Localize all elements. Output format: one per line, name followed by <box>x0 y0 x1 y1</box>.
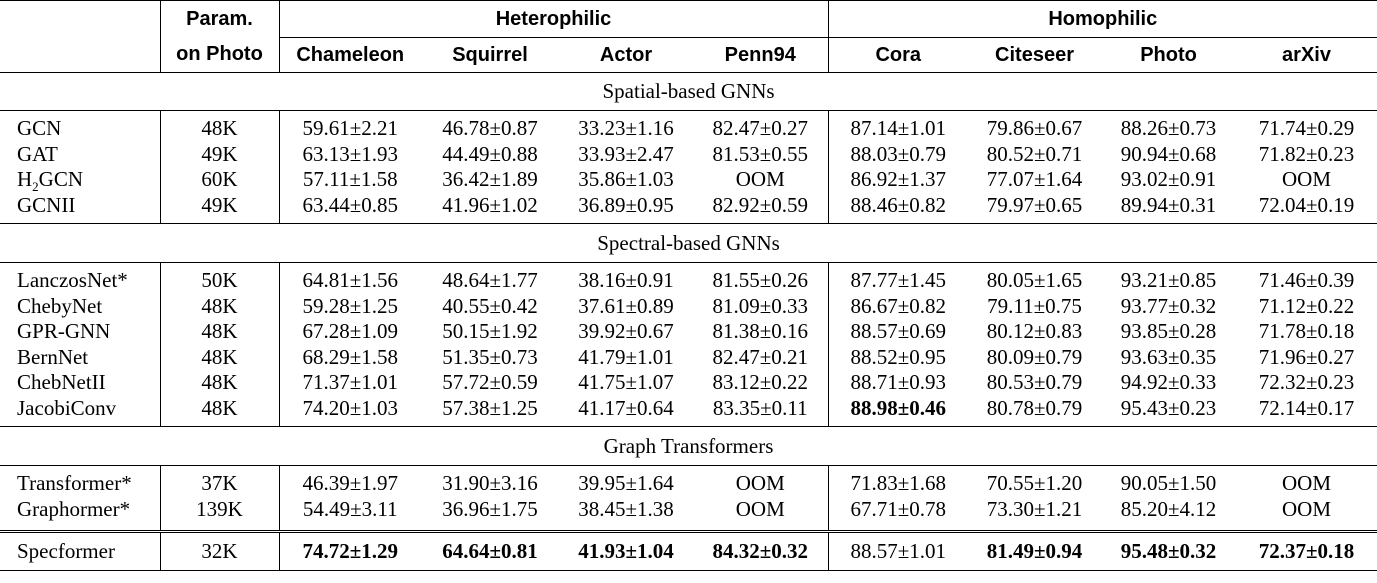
metric-cell: 48.64±1.77 <box>442 268 538 293</box>
corner-cell <box>0 1 160 38</box>
metric-cell: 59.28±1.25 <box>302 293 399 318</box>
metric-cell: 71.46±0.39 <box>1258 268 1355 293</box>
metric-cell: 88.26±0.73 <box>1120 116 1217 141</box>
metric-cell: 73.30±1.21 <box>986 496 1083 521</box>
metric-cell: 80.09±0.79 <box>986 344 1083 369</box>
metric-cell: 82.47±0.21 <box>693 345 828 371</box>
metric-cell: 35.86±1.03 <box>578 167 674 192</box>
metric-cell: 74.20±1.03 <box>302 395 399 420</box>
table-row <box>0 396 1377 422</box>
param-cell: 48K <box>160 345 279 371</box>
metric-cell: 89.94±0.31 <box>1120 192 1217 217</box>
section-title-row <box>0 427 1377 466</box>
table-row <box>0 142 1377 168</box>
table-row <box>0 471 1377 497</box>
model-name-cell: GAT <box>0 142 160 168</box>
metric-cell: 64.64±0.81 <box>421 532 559 571</box>
metric-cell: 46.78±0.87 <box>442 116 538 141</box>
metric-cell: 51.35±0.73 <box>442 344 538 369</box>
section-title-row <box>0 73 1377 111</box>
metric-cell: 80.78±0.79 <box>986 395 1083 420</box>
metric-cell: 41.79±1.01 <box>578 344 674 369</box>
metric-cell: 82.47±0.27 <box>693 116 828 142</box>
metric-cell: 64.81±1.56 <box>302 268 399 293</box>
metric-cell: 57.11±1.58 <box>302 167 398 192</box>
metric-cell: 81.49±0.94 <box>968 532 1101 571</box>
metric-cell: 93.85±0.28 <box>1120 319 1217 344</box>
table-row <box>0 497 1377 523</box>
metric-cell: 80.12±0.83 <box>986 319 1083 344</box>
metric-cell: 70.55±1.20 <box>986 471 1083 496</box>
metric-cell: 57.72±0.59 <box>442 370 538 395</box>
metric-cell: 57.38±1.25 <box>442 395 538 420</box>
metric-cell: 88.52±0.95 <box>850 344 947 369</box>
param-header-line1: Param. <box>160 1 279 38</box>
section-title: Graph Transformers <box>0 427 1377 466</box>
metric-cell: 41.93±1.04 <box>559 532 693 571</box>
param-cell: 50K <box>160 268 279 294</box>
metric-cell: 90.05±1.50 <box>1120 471 1217 496</box>
metric-cell: 68.29±1.58 <box>302 344 399 369</box>
metric-cell: 41.75±1.07 <box>578 370 674 395</box>
table-row <box>0 167 1377 193</box>
metric-cell: 79.11±0.75 <box>987 293 1082 318</box>
model-name-cell: Specformer <box>0 532 160 571</box>
metric-cell: 81.55±0.26 <box>693 268 828 294</box>
model-name-cell: $H_2GCN$ <box>0 167 160 193</box>
metric-cell: 72.04±0.19 <box>1258 192 1355 217</box>
metric-cell: 85.20±4.12 <box>1120 496 1217 521</box>
metric-cell: 88.46±0.82 <box>850 192 947 217</box>
metric-cell: OOM <box>693 167 828 193</box>
homophilic-header: Homophilic <box>828 1 1377 38</box>
metric-cell: 93.02±0.91 <box>1120 167 1217 192</box>
metric-cell: 74.72±1.29 <box>279 532 421 571</box>
metric-cell: 86.67±0.82 <box>850 293 947 318</box>
col-header-citeseer: Citeseer <box>968 38 1101 73</box>
metric-cell: 36.96±1.75 <box>442 496 538 521</box>
metric-cell: 71.37±1.01 <box>302 370 399 395</box>
header-group-row <box>0 1 1377 38</box>
metric-cell: OOM <box>1282 496 1332 521</box>
metric-cell: 82.92±0.59 <box>693 193 828 219</box>
model-name-cell: JacobiConv <box>0 396 160 422</box>
metric-cell: 77.07±1.64 <box>986 167 1083 192</box>
section-title: Spectral-based GNNs <box>0 224 1377 263</box>
model-name-cell: BernNet <box>0 345 160 371</box>
metric-cell: 38.45±1.38 <box>578 496 674 521</box>
spacer-cell <box>160 522 279 532</box>
metric-cell: 88.71±0.93 <box>850 370 947 395</box>
metric-cell: 83.12±0.22 <box>693 370 828 396</box>
metric-cell: 46.39±1.97 <box>302 471 399 496</box>
spacer-row <box>0 522 1377 532</box>
metric-cell: 93.63±0.35 <box>1120 344 1217 369</box>
table-row <box>0 116 1377 142</box>
metric-cell: 36.42±1.89 <box>442 167 538 192</box>
metric-cell: 38.16±0.91 <box>578 268 674 293</box>
heterophilic-header: Heterophilic <box>279 1 828 38</box>
param-cell: 139K <box>160 497 279 523</box>
metric-cell: 71.74±0.29 <box>1258 116 1355 141</box>
metric-cell: OOM <box>1282 167 1332 192</box>
metric-cell: 86.92±1.37 <box>850 167 947 192</box>
metric-cell: 33.23±1.16 <box>578 116 674 141</box>
metric-cell: 71.83±1.68 <box>850 471 947 496</box>
metric-cell: 93.21±0.85 <box>1120 268 1217 293</box>
metric-cell: 81.38±0.16 <box>693 319 828 345</box>
metric-cell: 67.28±1.09 <box>302 319 399 344</box>
metric-cell: 79.86±0.67 <box>986 116 1083 141</box>
metric-cell: 87.14±1.01 <box>850 116 947 141</box>
metric-cell: OOM <box>693 471 828 497</box>
metric-cell: OOM <box>693 497 828 523</box>
metric-cell: 88.57±1.01 <box>828 532 968 571</box>
metric-cell: 31.90±3.16 <box>442 471 538 496</box>
table-row <box>0 268 1377 294</box>
metric-cell: 59.61±2.21 <box>302 116 399 141</box>
model-name-cell: Transformer* <box>0 471 160 497</box>
metric-cell: 33.93±2.47 <box>578 141 674 166</box>
table-row <box>0 370 1377 396</box>
metric-cell: 63.44±0.85 <box>302 192 399 217</box>
metric-cell: 80.52±0.71 <box>986 141 1083 166</box>
model-name-cell: LanczosNet* <box>0 268 160 294</box>
corner-cell-lower <box>0 38 160 73</box>
metric-cell: 80.05±1.65 <box>986 268 1083 293</box>
param-cell: 48K <box>160 294 279 320</box>
col-header-cora: Cora <box>828 38 968 73</box>
metric-cell: 39.95±1.64 <box>578 471 674 496</box>
col-header-actor: Actor <box>559 38 693 73</box>
spacer-cell <box>1236 522 1377 532</box>
metric-cell: 67.71±0.78 <box>850 496 947 521</box>
model-name-cell: GCNII <box>0 193 160 219</box>
metric-cell: 71.96±0.27 <box>1258 344 1355 369</box>
metric-cell: 80.53±0.79 <box>986 370 1083 395</box>
param-cell: 49K <box>160 142 279 168</box>
metric-cell: 88.57±0.69 <box>850 319 947 344</box>
metric-cell: 84.32±0.32 <box>693 532 828 571</box>
spacer-cell <box>0 522 160 532</box>
col-header-arxiv: arXiv <box>1236 38 1377 73</box>
col-header-penn94: Penn94 <box>693 38 828 73</box>
spacer-cell <box>559 522 693 532</box>
metric-cell: 72.14±0.17 <box>1258 395 1355 420</box>
param-cell: 48K <box>160 319 279 345</box>
metric-cell: 50.15±1.92 <box>442 319 538 344</box>
col-header-chameleon: Chameleon <box>279 38 421 73</box>
metric-cell: 79.97±0.65 <box>986 192 1083 217</box>
param-cell: 32K <box>160 532 279 571</box>
metric-cell: 72.32±0.23 <box>1258 370 1355 395</box>
model-name-cell: ChebyNet <box>0 294 160 320</box>
metric-cell: 41.17±0.64 <box>578 395 674 420</box>
table-row <box>0 345 1377 371</box>
param-cell: 48K <box>160 370 279 396</box>
param-cell: 37K <box>160 471 279 497</box>
section-title: Spatial-based GNNs <box>0 73 1377 111</box>
model-name-cell: Graphormer* <box>0 497 160 523</box>
spacer-cell <box>421 522 559 532</box>
metric-cell: 40.55±0.42 <box>442 293 538 318</box>
metric-cell: 37.61±0.89 <box>578 293 674 318</box>
metric-cell: 93.77±0.32 <box>1120 293 1217 318</box>
metric-cell: 81.09±0.33 <box>693 294 828 320</box>
param-cell: 60K <box>160 167 279 193</box>
spacer-cell <box>1101 522 1236 532</box>
spacer-cell <box>968 522 1101 532</box>
metric-cell: 41.96±1.02 <box>442 192 538 217</box>
table-row <box>0 319 1377 345</box>
metric-cell: 88.03±0.79 <box>850 141 947 166</box>
metric-cell: 72.37±0.18 <box>1236 532 1377 571</box>
final-row <box>0 532 1377 571</box>
metric-cell: 39.92±0.67 <box>578 319 674 344</box>
metric-cell: 95.48±0.32 <box>1101 532 1236 571</box>
metric-cell: 71.82±0.23 <box>1258 141 1355 166</box>
model-name-cell: GPR-GNN <box>0 319 160 345</box>
col-header-squirrel: Squirrel <box>421 38 559 73</box>
table-row <box>0 294 1377 320</box>
section-title-row <box>0 224 1377 263</box>
metric-cell: 44.49±0.88 <box>442 141 538 166</box>
header-dataset-row <box>0 38 1377 73</box>
metric-cell: 83.35±0.11 <box>693 396 828 422</box>
spacer-cell <box>828 522 968 532</box>
metric-cell: 94.92±0.33 <box>1120 370 1217 395</box>
model-name-cell: GCN <box>0 116 160 142</box>
param-cell: 49K <box>160 193 279 219</box>
spacer-cell <box>693 522 828 532</box>
metric-cell: 90.94±0.68 <box>1120 141 1217 166</box>
metric-cell: 63.13±1.93 <box>302 141 399 166</box>
metric-cell: 54.49±3.11 <box>302 496 398 521</box>
metric-cell: 71.78±0.18 <box>1258 319 1355 344</box>
param-cell: 48K <box>160 396 279 422</box>
col-header-photo: Photo <box>1101 38 1236 73</box>
model-name-cell: ChebNetII <box>0 370 160 396</box>
metric-cell: 95.43±0.23 <box>1120 395 1217 420</box>
param-cell: 48K <box>160 116 279 142</box>
param-header-line2: on Photo <box>160 38 279 73</box>
metric-cell: 88.98±0.46 <box>850 395 947 420</box>
metric-cell: 71.12±0.22 <box>1258 293 1355 318</box>
metric-cell: OOM <box>1282 471 1332 496</box>
table-row <box>0 193 1377 219</box>
spacer-cell <box>279 522 421 532</box>
metric-cell: 81.53±0.55 <box>693 142 828 168</box>
metric-cell: 36.89±0.95 <box>578 192 674 217</box>
metric-cell: 87.77±1.45 <box>850 268 947 293</box>
